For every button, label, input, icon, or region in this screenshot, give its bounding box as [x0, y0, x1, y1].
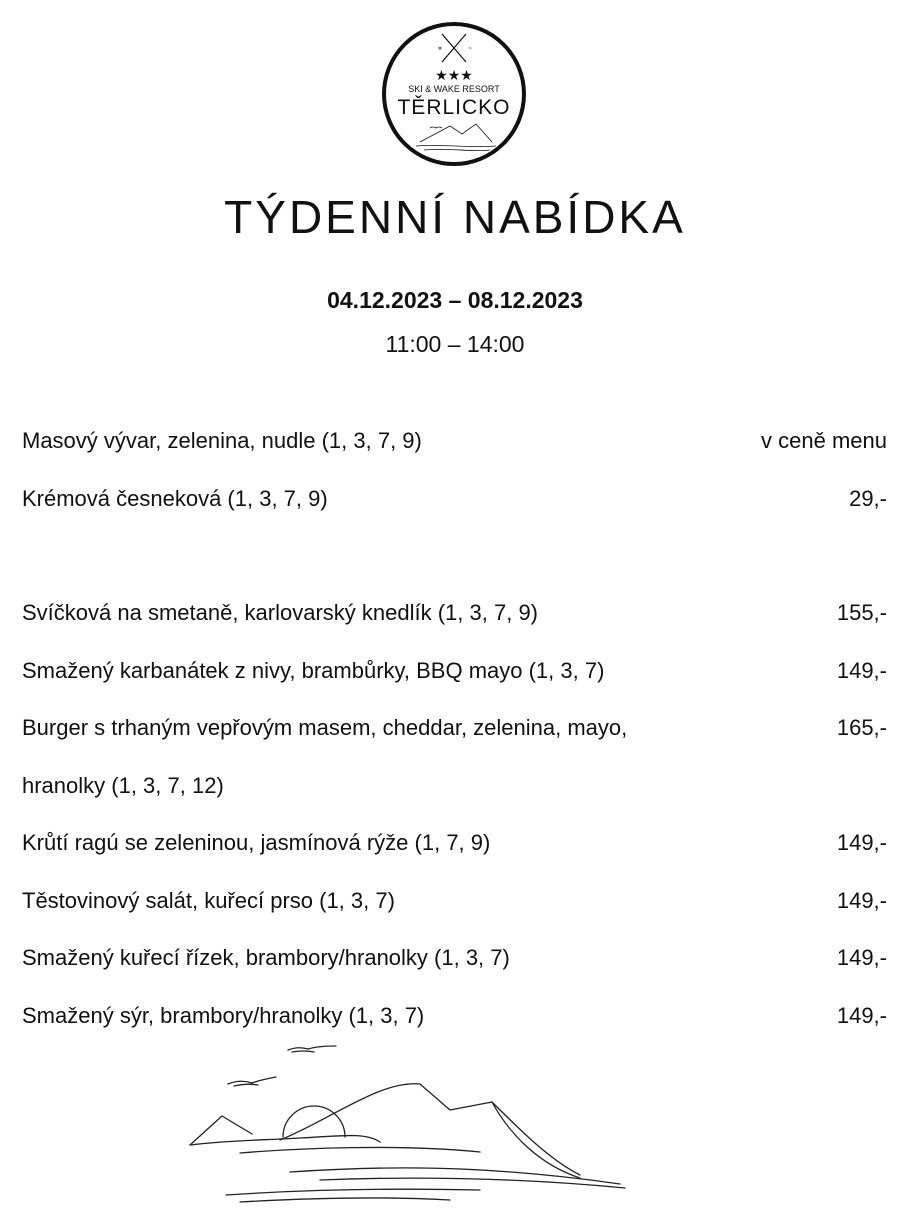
section-gap	[22, 527, 887, 584]
main-dish-item	[22, 872, 887, 930]
dish-price: 149,-	[836, 945, 887, 970]
resort-logo	[380, 20, 528, 168]
dish-price: 149,-	[836, 830, 887, 855]
main-dish-item	[22, 929, 887, 987]
main-dish-item	[22, 987, 887, 1045]
landscape-illustration	[180, 1040, 640, 1215]
svg-text:❄: ❄	[437, 46, 443, 52]
dish-price: v ceně menu	[761, 428, 887, 453]
dish-name: Krémová česneková (1, 3, 7, 9)	[22, 485, 328, 511]
dish-name: Krůtí ragú se zeleninou, jasmínová rýže (1, 7, 9)	[22, 830, 491, 855]
dish-price: 165,-	[836, 715, 887, 740]
dish-name: Smažený karbanátek z nivy, brambůrky, BBQ mayo (1, 3, 7)	[22, 657, 605, 683]
dish-price: 149,-	[836, 657, 887, 683]
dish-name: Smažený kuřecí řízek, brambory/hranolky (1, 3, 7)	[22, 945, 510, 970]
menu-list	[22, 412, 887, 1044]
svg-text:~: ~	[467, 46, 473, 52]
serving-hours: 11:00 – 14:00	[385, 331, 525, 357]
dish-name: Burger s trhaným vepřovým masem, cheddar, zelenina, mayo, hranolky (1, 3, 7, 12)	[22, 715, 628, 798]
date-range: 04.12.2023 – 08.12.2023	[327, 287, 583, 313]
soup-item	[22, 412, 887, 470]
dish-price: 149,-	[836, 887, 887, 913]
logo-stars: ★★★	[435, 68, 473, 84]
soup-item	[22, 470, 887, 528]
main-dish-item	[22, 642, 887, 700]
dish-name: Těstovinový salát, kuřecí prso (1, 3, 7)	[22, 887, 395, 913]
page-title: TÝDENNÍ NABÍDKA	[224, 191, 686, 243]
mountain-sunset-icon	[180, 1040, 640, 1215]
main-dish-item	[22, 814, 887, 872]
dish-price: 29,-	[849, 485, 887, 511]
dish-price: 149,-	[836, 1002, 887, 1028]
main-dish-item	[22, 699, 887, 814]
logo-badge	[380, 20, 528, 168]
dish-name: Svíčková na smetaně, karlovarský knedlík (1, 3, 7, 9)	[22, 600, 539, 625]
dish-name: Smažený sýr, brambory/hranolky (1, 3, 7)	[22, 1002, 425, 1028]
main-dish-item	[22, 584, 887, 642]
logo-name: TĚRLICKO	[397, 96, 511, 119]
dish-price: 155,-	[836, 600, 887, 625]
logo-subtitle: SKI & WAKE RESORT	[408, 84, 500, 94]
dish-name: Masový vývar, zelenina, nudle (1, 3, 7, 9)	[22, 428, 422, 453]
